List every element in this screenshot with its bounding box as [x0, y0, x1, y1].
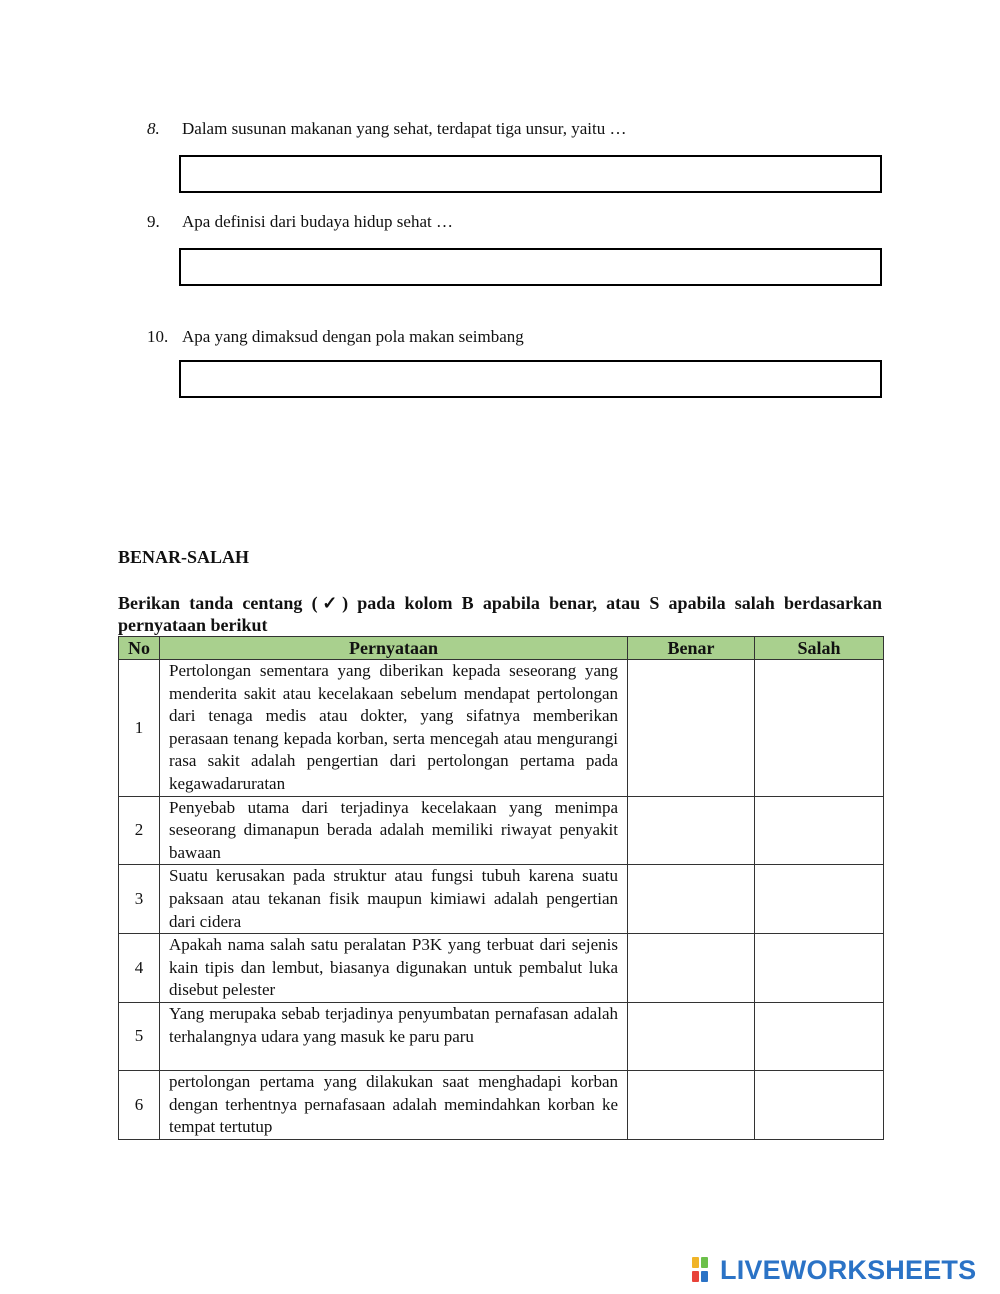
false-checkbox-cell[interactable]: [755, 934, 884, 1003]
table-row: [119, 796, 884, 865]
row-number: 1: [119, 660, 160, 797]
false-checkbox-cell[interactable]: [755, 796, 884, 865]
row-number: 5: [119, 1002, 160, 1070]
table-row: [119, 1002, 884, 1070]
table-row: [119, 660, 884, 797]
question-text: Apa yang dimaksud dengan pola makan seimbang: [182, 327, 524, 346]
question-number: 9.: [147, 212, 160, 231]
header-no: No: [119, 637, 160, 660]
row-statement: Yang merupaka sebab terjadinya penyumbatan pernafasan adalah terhalangnya udara yang masuk ke paru paru: [160, 1002, 628, 1070]
true-checkbox-cell[interactable]: [628, 1002, 755, 1070]
true-checkbox-cell[interactable]: [628, 1070, 755, 1139]
true-checkbox-cell[interactable]: [628, 660, 755, 797]
row-statement: Apakah nama salah satu peralatan P3K yang terbuat dari sejenis kain tipis dan lembut, biasanya digunakan untuk pembalut luka disebut pelester: [160, 934, 628, 1003]
header-false: Salah: [755, 637, 884, 660]
question-text: Apa definisi dari budaya hidup sehat …: [182, 212, 453, 231]
table-row: [119, 1070, 884, 1139]
true-checkbox-cell[interactable]: [628, 796, 755, 865]
false-checkbox-cell[interactable]: [755, 1002, 884, 1070]
false-checkbox-cell[interactable]: [755, 865, 884, 934]
question-number: 10.: [147, 327, 169, 346]
liveworksheets-logo: [692, 1254, 976, 1286]
table-row: [119, 934, 884, 1003]
false-checkbox-cell[interactable]: [755, 1070, 884, 1139]
row-statement: pertolongan pertama yang dilakukan saat menghadapi korban dengan terhentnya pernafasaan adalah memindahkan korban ke tempat tertutup: [160, 1070, 628, 1139]
row-statement: Penyebab utama dari terjadinya kecelakaan yang menimpa seseorang dimanapun berada adalah memiliki riwayat penyakit bawaan: [160, 796, 628, 865]
answer-input-8[interactable]: [179, 155, 882, 193]
liveworksheets-logo-icon: [692, 1257, 718, 1283]
header-statement: Pernyataan: [160, 637, 628, 660]
true-false-table: [118, 636, 884, 1140]
row-number: 3: [119, 865, 160, 934]
table-row: [119, 865, 884, 934]
row-statement: Pertolongan sementara yang diberikan kepada seseorang yang menderita sakit atau kecelakaan sebelum mendapat pertolongan dari tenaga medis atau dokter, yang sifatnya memberikan perasaan tenang kepada korban, serta mencegah atau mengurangi rasa sakit adalah pengertian dari pertolongan pertama pada kegawadaruratan: [160, 660, 628, 797]
false-checkbox-cell[interactable]: [755, 660, 884, 797]
answer-input-9[interactable]: [179, 248, 882, 286]
question-number: 8.: [147, 119, 160, 138]
table-header-row: [119, 637, 884, 660]
row-statement: Suatu kerusakan pada struktur atau fungsi tubuh karena suatu paksaan atau tekanan fisik maupun kimiawi adalah pengertian dari cidera: [160, 865, 628, 934]
section-title: BENAR-SALAH: [118, 547, 250, 567]
header-true: Benar: [628, 637, 755, 660]
row-number: 4: [119, 934, 160, 1003]
true-checkbox-cell[interactable]: [628, 934, 755, 1003]
logo-text: LIVEWORKSHEETS: [720, 1254, 977, 1285]
answer-input-10[interactable]: [179, 360, 882, 398]
true-checkbox-cell[interactable]: [628, 865, 755, 934]
instruction-text: Berikan tanda centang (✓) pada kolom B apabila benar, atau S apabila salah berdasarkan pernyataan berikut: [118, 593, 882, 635]
row-number: 6: [119, 1070, 160, 1139]
row-number: 2: [119, 796, 160, 865]
question-text: Dalam susunan makanan yang sehat, terdapat tiga unsur, yaitu …: [182, 119, 627, 138]
